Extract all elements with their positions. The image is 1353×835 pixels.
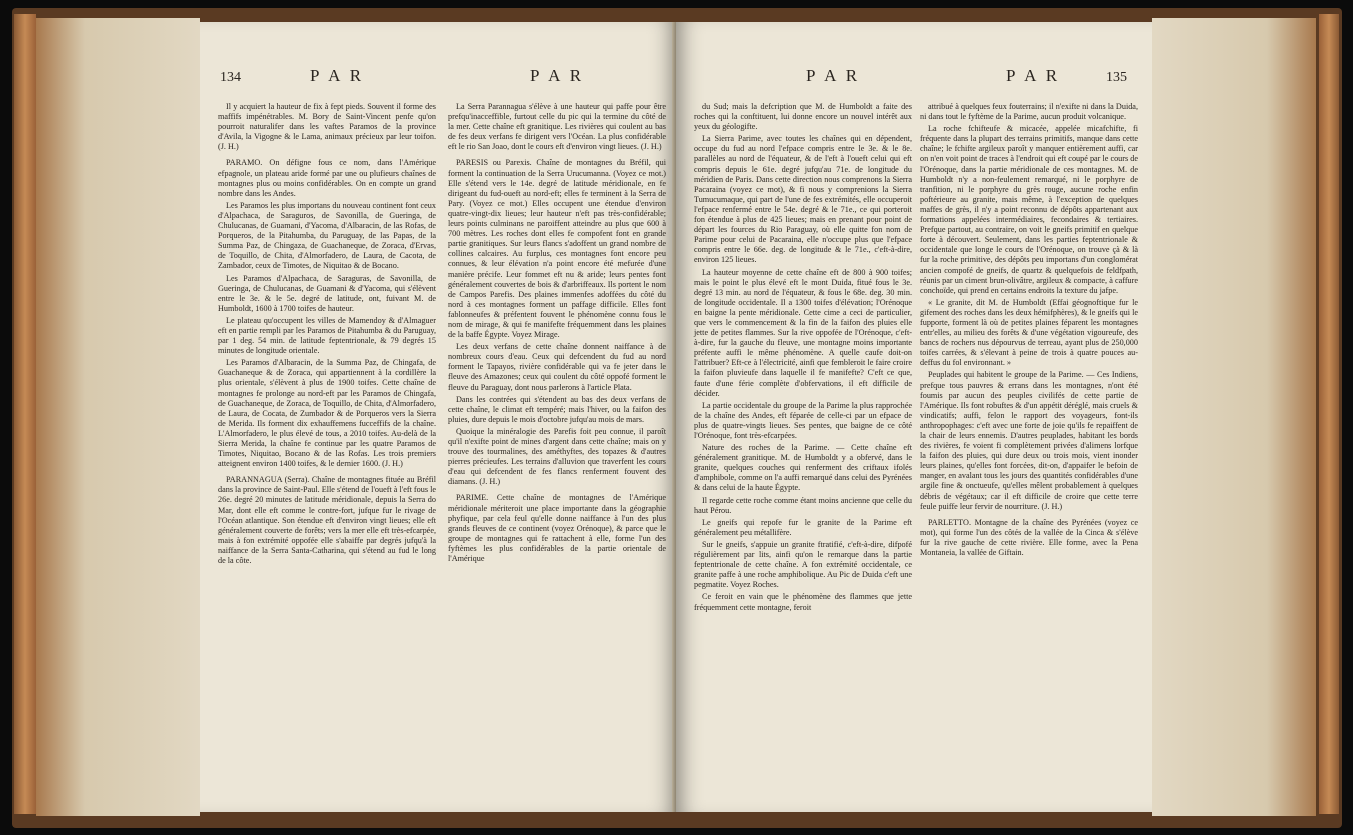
page-number: 135 bbox=[1106, 70, 1127, 85]
paragraph: du Sud; mais la defcription que M. de Humboldt a faite des roches qui la conftituent, lui donne encore un nouvel intérêt aux yeux du géologifte. bbox=[694, 102, 912, 132]
running-head: P A R bbox=[310, 66, 365, 85]
text-column-2 bbox=[448, 102, 666, 566]
paragraph: La partie occidentale du groupe de la Parime la plus rapprochée de la chaîne des Andes, eft féparée de celle-ci par un efpace de plus de quatre-vingts lieues. Ses pentes, que baigne de ce côté l'Orénoque, font très-efcarpées. bbox=[694, 400, 912, 440]
page-stack-right bbox=[1152, 18, 1316, 816]
paragraph: Quoique la minéralogie des Parefis foit peu connue, il paroît qu'il n'exifte point de mines d'argent dans cette chaîne; mais on y trouve des tourmalines, des améthyftes, des topazes & d'autres pierres précieufes. Les terrains d'alluvion que traverfent les cours d'eau qui defcendent de fes flancs renferment fouvent des diamans. (J. H.) bbox=[448, 426, 666, 487]
paragraph: Ce feroit en vain que le phénomène des flammes que jette fréquemment cette montagne, feroit bbox=[694, 592, 912, 612]
book-spine-right bbox=[1319, 14, 1339, 814]
paragraph: Nature des roches de la Parime. — Cette chaîne eft généralement granitique. M. de Humboldt y a obfervé, dans le granite, quelques couches qui renferment des criftaux ifolés d'amphibole, comme on l'a auffi remarqué dans celui des Pyrénées & dans celui de la haute Égypte. bbox=[694, 443, 912, 493]
paragraph: Il regarde cette roche comme étant moins ancienne que celle du haut Pérou. bbox=[694, 495, 912, 515]
text-column-2 bbox=[920, 102, 1138, 560]
paragraph: PARLETTO. Montagne de la chaîne des Pyrénées (voyez ce mot), qui forme l'un des côtés de la vallée de la Cinca & s'élève fur la rive gauche de cette rivière. Elle forme, avec la Pena Montaneia, la vallée de Giftain. bbox=[920, 517, 1138, 558]
running-head: P A R bbox=[530, 66, 585, 85]
paragraph: Le gneifs qui repofe fur le granite de la Parime eft généralement peu métallifère. bbox=[694, 517, 912, 537]
text-column-1 bbox=[694, 102, 912, 615]
left-page-header bbox=[200, 66, 676, 92]
paragraph: PARESIS ou Parexis. Chaîne de montagnes du Bréfil, qui forment la continuation de la Serra Urucumanna. (Voyez ce mot.) Elle s'étend vers le 14e. degré de latitude méridionale, en fe dirigeant du fud-oueft au nord-eft; elles fe terminent à la Serra de Pary. (Voyez ce mot.) Elles occupent une étendue d'environ quatre-vingt-dix lieues; leur hauteur n'eft pas très-confidérable; leurs points culminans ne paroiffent atteindre au plus que 600 à 700 mètres. Les roches dont elles fe compofent font en grande partie granitiques. Sur leurs flancs s'adoffent un grand nombre de collines calcaires. Au furplus, ces montagnes font encore peu connues, & leur élévation n'a point encore été mefurée d'une manière précife. Leur fommet eft nu & aride; leurs pentes font généralement couvertes de bois & d'arbriffeaux. Ils portent le nom de Campos Parefis. Des plaines immenfes adoffées du côté du nord à ces montagnes forment un paffage difficile. Elles font fablonneufes & préfentent fouvent le phénomène connu fous le nom de mirage, & qui fe manifefte fréquemment dans les plaines de la baffe Égypte. Voyez Mirage. bbox=[448, 158, 666, 340]
paragraph: Il y acquiert la hauteur de fix à fept pieds. Souvent il forme des maffifs impénétrables. M. Bory de Saint-Vincent penfe qu'on pourroit naturalifer dans les vaftes Paramos de la province d'Avila, la Vigogne & le Lama, animaux précieux par leur toifon. (J. H.) bbox=[218, 102, 436, 152]
paragraph: Peuplades qui habitent le groupe de la Parime. — Ces Indiens, prefque tous pauvres & errans dans les montagnes, n'ont été foumis par aucun des peuples civilifés de cette partie de l'Amérique. Ils font robuftes & d'un appétit déréglé, mais cruels & vindicatifs; auffi, felon le rapport des voyageurs, font-ils anthropophages: c'eft avec une forte de joie qu'ils fe repaiffent de la chair de leurs ennemis. D'autres peuplades, habitant les bords des rivières, fe voient fi complètement privées d'alimens lorfque la faifon des pluies, qui dure deux ou trois mois, vient inonder leurs plaines, qu'elles font forcées, dit-on, d'appaifer le befoin de manger, en avalant tous les jours des quantités confidérables d'une argile fine & onctueufe, qu'elles mêlent probablement à quelques débris de végétaux; car il eft difficile de croire que cette terre feule puiffe leur fervir de nourriture. (J. H.) bbox=[920, 370, 1138, 511]
paragraph: attribué à quelques feux fouterrains; il n'exifte ni dans la Duida, ni dans tout le fyftème de la Parime, aucun produit volcanique. bbox=[920, 102, 1138, 122]
paragraph: Les Paramos d'Alpachaca, de Saraguras, de Savonilla, de Gueringa, de Chulucanas, de Guamani & d'Yacoma, qui s'élèvent entre le 3e. & le 5e. degré de latitude, ont, fuivant M. de Humboldt, 1600 à 1700 toifes de hauteur. bbox=[218, 273, 436, 313]
paragraph: Les deux verfans de cette chaîne donnent naiffance à de nombreux cours d'eau. Ceux qui defcendent du fud au nord forment le Tapayos, rivière confidérable qui va fe jeter dans le fleuve des Amazones; ceux qui coulent du côté oppofé forment le fleuve du Paraguay, dont nous parlerons à l'article Plata. bbox=[448, 342, 666, 392]
book-spine-left bbox=[14, 14, 36, 814]
paragraph: Le plateau qu'occupent les villes de Mamendoy & d'Almaguer eft en partie rempli par les Paramos de Pitahumba & du Paruguay, par 1 deg. 54 min. de latitude feptentrionale, & 79 degrés 15 minutes de longitude orientale. bbox=[218, 315, 436, 356]
paragraph: La Serra Parannagua s'élève à une hauteur qui paffe pour être prefqu'inacceffible, furtout celle du pic qui la termine du côté de la mer. Cette chaîne eft granitique. Les rivières qui coulent au bas de fes deux verfans fe dirigent vers l'Océan. La plus confidérable eft le rio San Joao, dont le cours eft d'environ vingt lieues. (J. H.) bbox=[448, 102, 666, 152]
paragraph: PARIME. Cette chaîne de montagnes de l'Amérique méridionale mériteroit une place importante dans la géographie phyfique, par cela feul qu'elle donne naiffance à l'un des plus grands fleuves de ce continent (voyez Orénoque), & parce que le groupe de montagnes qui fe rattachent à elle, forme l'un des fyftèmes les plus confidérables de la partie orientale de l'Amérique bbox=[448, 493, 666, 564]
running-head: P A R bbox=[806, 66, 861, 85]
paragraph: Dans les contrées qui s'étendent au bas des deux verfans de cette chaîne, le climat eft tempéré; mais l'hiver, ou la faifon des pluies, dure depuis le mois d'octobre jufqu'au mois de mars. bbox=[448, 394, 666, 424]
paragraph: PARAMO. On défigne fous ce nom, dans l'Amérique efpagnole, un plateau aride formé par une ou plufieurs chaînes de montagnes plus ou moins confidérables. On en compte un grand nombre dans les Andes. bbox=[218, 158, 436, 198]
paragraph: PARANNAGUA (Serra). Chaîne de montagnes fituée au Bréfil dans la province de Saint-Paul. Elle s'étend de l'oueft à l'eft fous le 26e. degré 20 minutes de latitude méridionale, depuis la Serra do Mar, dont elle eft comme le contre-fort, jufque fur le rivage de l'Océan atlantique. Son étendue eft d'environ vingt lieues; elle eft généralement couverte de forêts; vers la mer elle eft très-efcarpée, mais à fon extrémité oppofée elle s'abaiffe par degrés jufqu'à la naiffance de la Serra Santa-Catharina, qui s'étend au fud le long de la côte. bbox=[218, 475, 436, 566]
right-page-header bbox=[676, 66, 1152, 92]
paragraph: Les Paramos les plus importans du nouveau continent font ceux d'Alpachaca, de Saraguros, de Savonilla, de Gueringa, de Chulucanas, de Guamani, d'Yacoma, d'Albaracin, de las Rofas, de Porqueros, de la Pitahumba, du Paruguay, de las Papas, de la Summa Paz, de Chingaza, de Guachaneque, de Zoraca, d'Ervas, de Toquillo, de Chita, d'Almorfadero, de Laura, de Cacota, de Zambador, ceux de Timotes, de Niquitao & de Bocano. bbox=[218, 200, 436, 271]
paragraph: « Le granite, dit M. de Humboldt (Effai géognoftique fur le gifement des roches dans les deux hémifphères), & le gneifs qui le fupporte, forment là où de petites plaines féparent les montagnes entr'elles, au milieu des forêts & d'une végétation vigoureufe, des bancs de rochers nus dépourvus de terreau, ayant plus de 250,000 toifes carrées, & s'élevant à peine de trois à quatre pouces au-deffus du fol environnant. » bbox=[920, 297, 1138, 368]
paragraph: Sur le gneifs, s'appuie un granite ftratifié, c'eft-à-dire, difpofé régulièrement par lits, ainfi qu'on le remarque dans la partie feptentrionale de cette chaîne. A fon extrémité occidentale, ce granite paffe à une roche amphibolique. Au Pic de Duida c'eft une pegmatite. Voyez Roches. bbox=[694, 539, 912, 590]
right-page bbox=[676, 22, 1152, 812]
left-page bbox=[200, 22, 676, 812]
page-stack-left bbox=[36, 18, 200, 816]
running-head: P A R bbox=[1006, 66, 1061, 85]
paragraph: Les Paramos d'Albaracin, de la Summa Paz, de Chingafa, de Guachaneque & de Zoraca, qui appartiennent à la cordillère la plus orientale, s'élèvent à plus de 1900 toifes. Cette chaîne de montagnes fe prolonge au nord-eft par les Paramos de Chingafa, de Guachaneque, de Zoraca, de Toquillo, de Chita, d'Almorfadero, de Laura, de Cocata, de Zumbador & de Porqueros vers la Sierra de Merida. Ils forment dix exhauffemens fucceffifs de la chaîne. L'Almorfadero, le plus élevé de tous, a 2010 toifes. Au-delà de la Sierra Merida, la chaîne fe continue par les quatre Paramos de Timotes, Niquitao, Bocano & de las Rofas. Les trois premiers atteignent environ 1400 toifes, & le dernier 1600. (J. H.) bbox=[218, 358, 436, 469]
paragraph: La Sierra Parime, avec toutes les chaînes qui en dépendent, occupe du fud au nord l'efpace compris entre le 3e. & le 8e. parallèles au nord de l'équateur, & de l'eft à l'oueft celui qui eft compris depuis le 61e. degré jufqu'au 71e. de longitude du méridien de Paris. Dans cette direction nous comprenons la Sierra Pacaraina (voyez ce mot), & fi nous y comprenions la Sierra Tumucumaque, qui part de l'une de fes extrémités, elle occuperoit l'efpace renfermé entre le 54e. degré & le 71e., ce qui porteroit fon étendue à plus de 425 lieues; mais en prenant pour point de départ les fources du Rio Paraguay, où elle quitte fon nom de Parime pour celui de Pacaraina, elle n'occupe plus que l'efpace compris entre le 66e. deg. de longitude & le 71e., c'eft-à-dire, environ 125 lieues. bbox=[694, 134, 912, 265]
text-column-1 bbox=[218, 102, 436, 568]
paragraph: La roche fchifteufe & micacée, appelée micafchifte, fi fréquente dans la plupart des terrains primitifs, manque dans cette chaîne; le fchifte argileux paroît y manquer entièrement auffi, car on n'en voit point de traces à l'endroit qui eft coupé par le cours de l'Orénoque, dans la partie méridionale de ces montagnes. M. de Humboldt n'y a non-feulement remarqué, ni le porphyre de tranfition, ni le porphyre du grès rouge, aucune roche enfin poftérieure au granite, mais même, à l'exception de quelques maffes de grès, il n'y a point reconnu de dépôts appartenant aux formations appelées intermédiaires, fecondaires & tertiaires. Prefque partout, au contraire, on voit le gneifs primitif en quelque forte à découvert. Seulement, dans les parties feptentrionale & occidentale que longe le cours de l'Orénoque, on trouve çà & là fur la roche primitive, des dépôts peu importans d'un conglomérat ancien compofé de gneifs, de quartz & quelquefois de feldfpath, réunis par un ciment brun-olivâtre, argileux & compacte, à caffure conchoïde, qui prend en certains endroits la texture du jafpe. bbox=[920, 124, 1138, 295]
paragraph: La hauteur moyenne de cette chaîne eft de 800 à 900 toifes; mais le point le plus élevé eft le mont Duida, fitué fous le 3e. degré 13 min. au nord de l'équateur, & fous le 68e. deg. 30 min. de longitude occidentale. Il a 1300 toifes d'élévation; l'Orénoque en baigne la pente méridionale. Cette cime a ceci de particulier, que vers le commencement & la fin de la faifon des pluies elle jette de petites flammes. Sur la rive oppofée de l'Orénoque, c'eft-à-dire, fur la gauche du fleuve, une montagne moins importante préfente auffi le même phénomène. A quelle caufe doit-on l'attribuer? Eft-ce à l'électricité, ainfi que fembleroit le faire croire la faifon pluvieufe dans laquelle il fe manifefte? C'eft ce que, faute d'une férie complète d'obfervations, il eft difficile de décider. bbox=[694, 267, 912, 398]
page-number: 134 bbox=[220, 70, 241, 85]
